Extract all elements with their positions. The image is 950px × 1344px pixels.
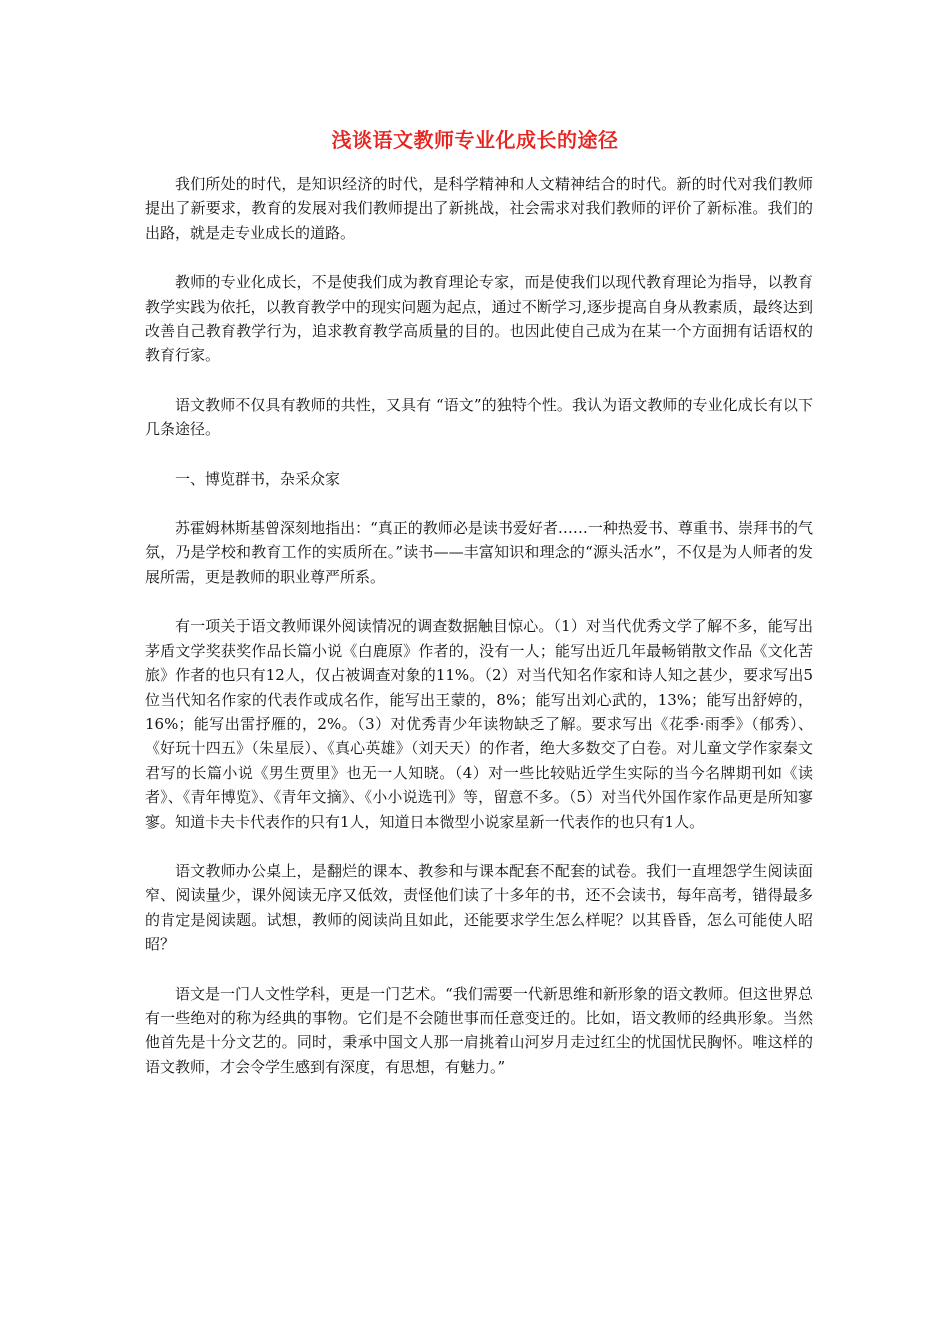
paragraph-survey: 有一项关于语文教师课外阅读情况的调查数据触目惊心。（1）对当代优秀文学了解不多，能写出茅盾文学奖获奖作品长篇小说《白鹿原》作者的，没有一人；能写出近几年最畅销散文作品《文化苦旅》作者的也只有12人，仅占被调查对象的11%。（2）对当代知名作家和诗人知之甚少，要求写出5位当代知名作家的代表作或成名作，能写出王蒙的，8%；能写出刘心武的，13%；能写出舒婷的，16%；能写出雷抒雁的，2%。（3）对优秀青少年读物缺乏了解。要求写出《花季·雨季》（郁秀）、《好玩十四五》（朱星辰）、《真心英雄》（刘天天）的作者，绝大多数交了白卷。对儿童文学作家秦文君写的长篇小说《男生贾里》也无一人知晓。（4）对一些比较贴近学生实际的当今名牌期刊如《读者》、《青年博览》、《青年文摘》、《小小说选刊》等，留意不多。（5）对当代外国作家作品更是所知寥寥。知道卡夫卡代表作的只有1人，知道日本微型小说家星新一代表作的也只有1人。 <box>145 617 813 831</box>
paragraph-art: 语文是一门人文性学科，更是一门艺术。“我们需要一代新思维和新形象的语文教师。但这世界总有一些绝对的称为经典的事物。它们是不会随世事而任意变迁的。比如，语文教师的经典形象。当然他首先是十分文艺的。同时，秉承中国文人那一肩挑着山河岁月走过红尘的忧国忧民胸怀。唯这样的语文教师，才会令学生感到有深度，有思想，有魅力。” <box>145 984 813 1076</box>
document-title: 浅谈语文教师专业化成长的途径 <box>331 128 619 152</box>
paragraph-definition: 教师的专业化成长，不是使我们成为教育理论专家，而是使我们以现代教育理论为指导，以教育教学实践为依托，以教育教学中的现实问题为起点，通过不断学习,逐步提高自身从教素质，最终达到改善自己教育教学行为，追求教育教学高质量的目的。也因此使自己成为在某一个方面拥有话语权的教育行家。 <box>145 273 813 365</box>
paragraph-thesis: 语文教师不仅具有教师的共性，又具有 “语文”的独特个性。我认为语文教师的专业化成长有以下几条途径。 <box>145 395 813 439</box>
document-body <box>145 172 813 1104</box>
section-heading-1: 一、博览群书，杂采众家 <box>175 469 341 488</box>
paragraph-desk: 语文教师办公桌上，是翻烂的课本、教参和与课本配套不配套的试卷。我们一直埋怨学生阅读面窄、阅读量少，课外阅读无序又低效，责怪他们读了十多年的书，还不会读书，每年高考，错得最多的肯定是阅读题。试想，教师的阅读尚且如此，还能要求学生怎么样呢？以其昏昏，怎么可能使人昭昭？ <box>145 861 813 954</box>
paragraph-intro: 我们所处的时代，是知识经济的时代，是科学精神和人文精神结合的时代。新的时代对我们教师提出了新要求，教育的发展对我们教师提出了新挑战，社会需求对我们教师的评价了新标准。我们的出路，就是走专业成长的道路。 <box>145 175 813 242</box>
paragraph-quote: 苏霍姆林斯基曾深刻地指出：“真正的教师必是读书爱好者……一种热爱书、尊重书、崇拜书的气氛，乃是学校和教育工作的实质所在。”读书——丰富知识和理念的“源头活水”，不仅是为人师者的发展所需，更是教师的职业尊严所系。 <box>145 519 813 586</box>
